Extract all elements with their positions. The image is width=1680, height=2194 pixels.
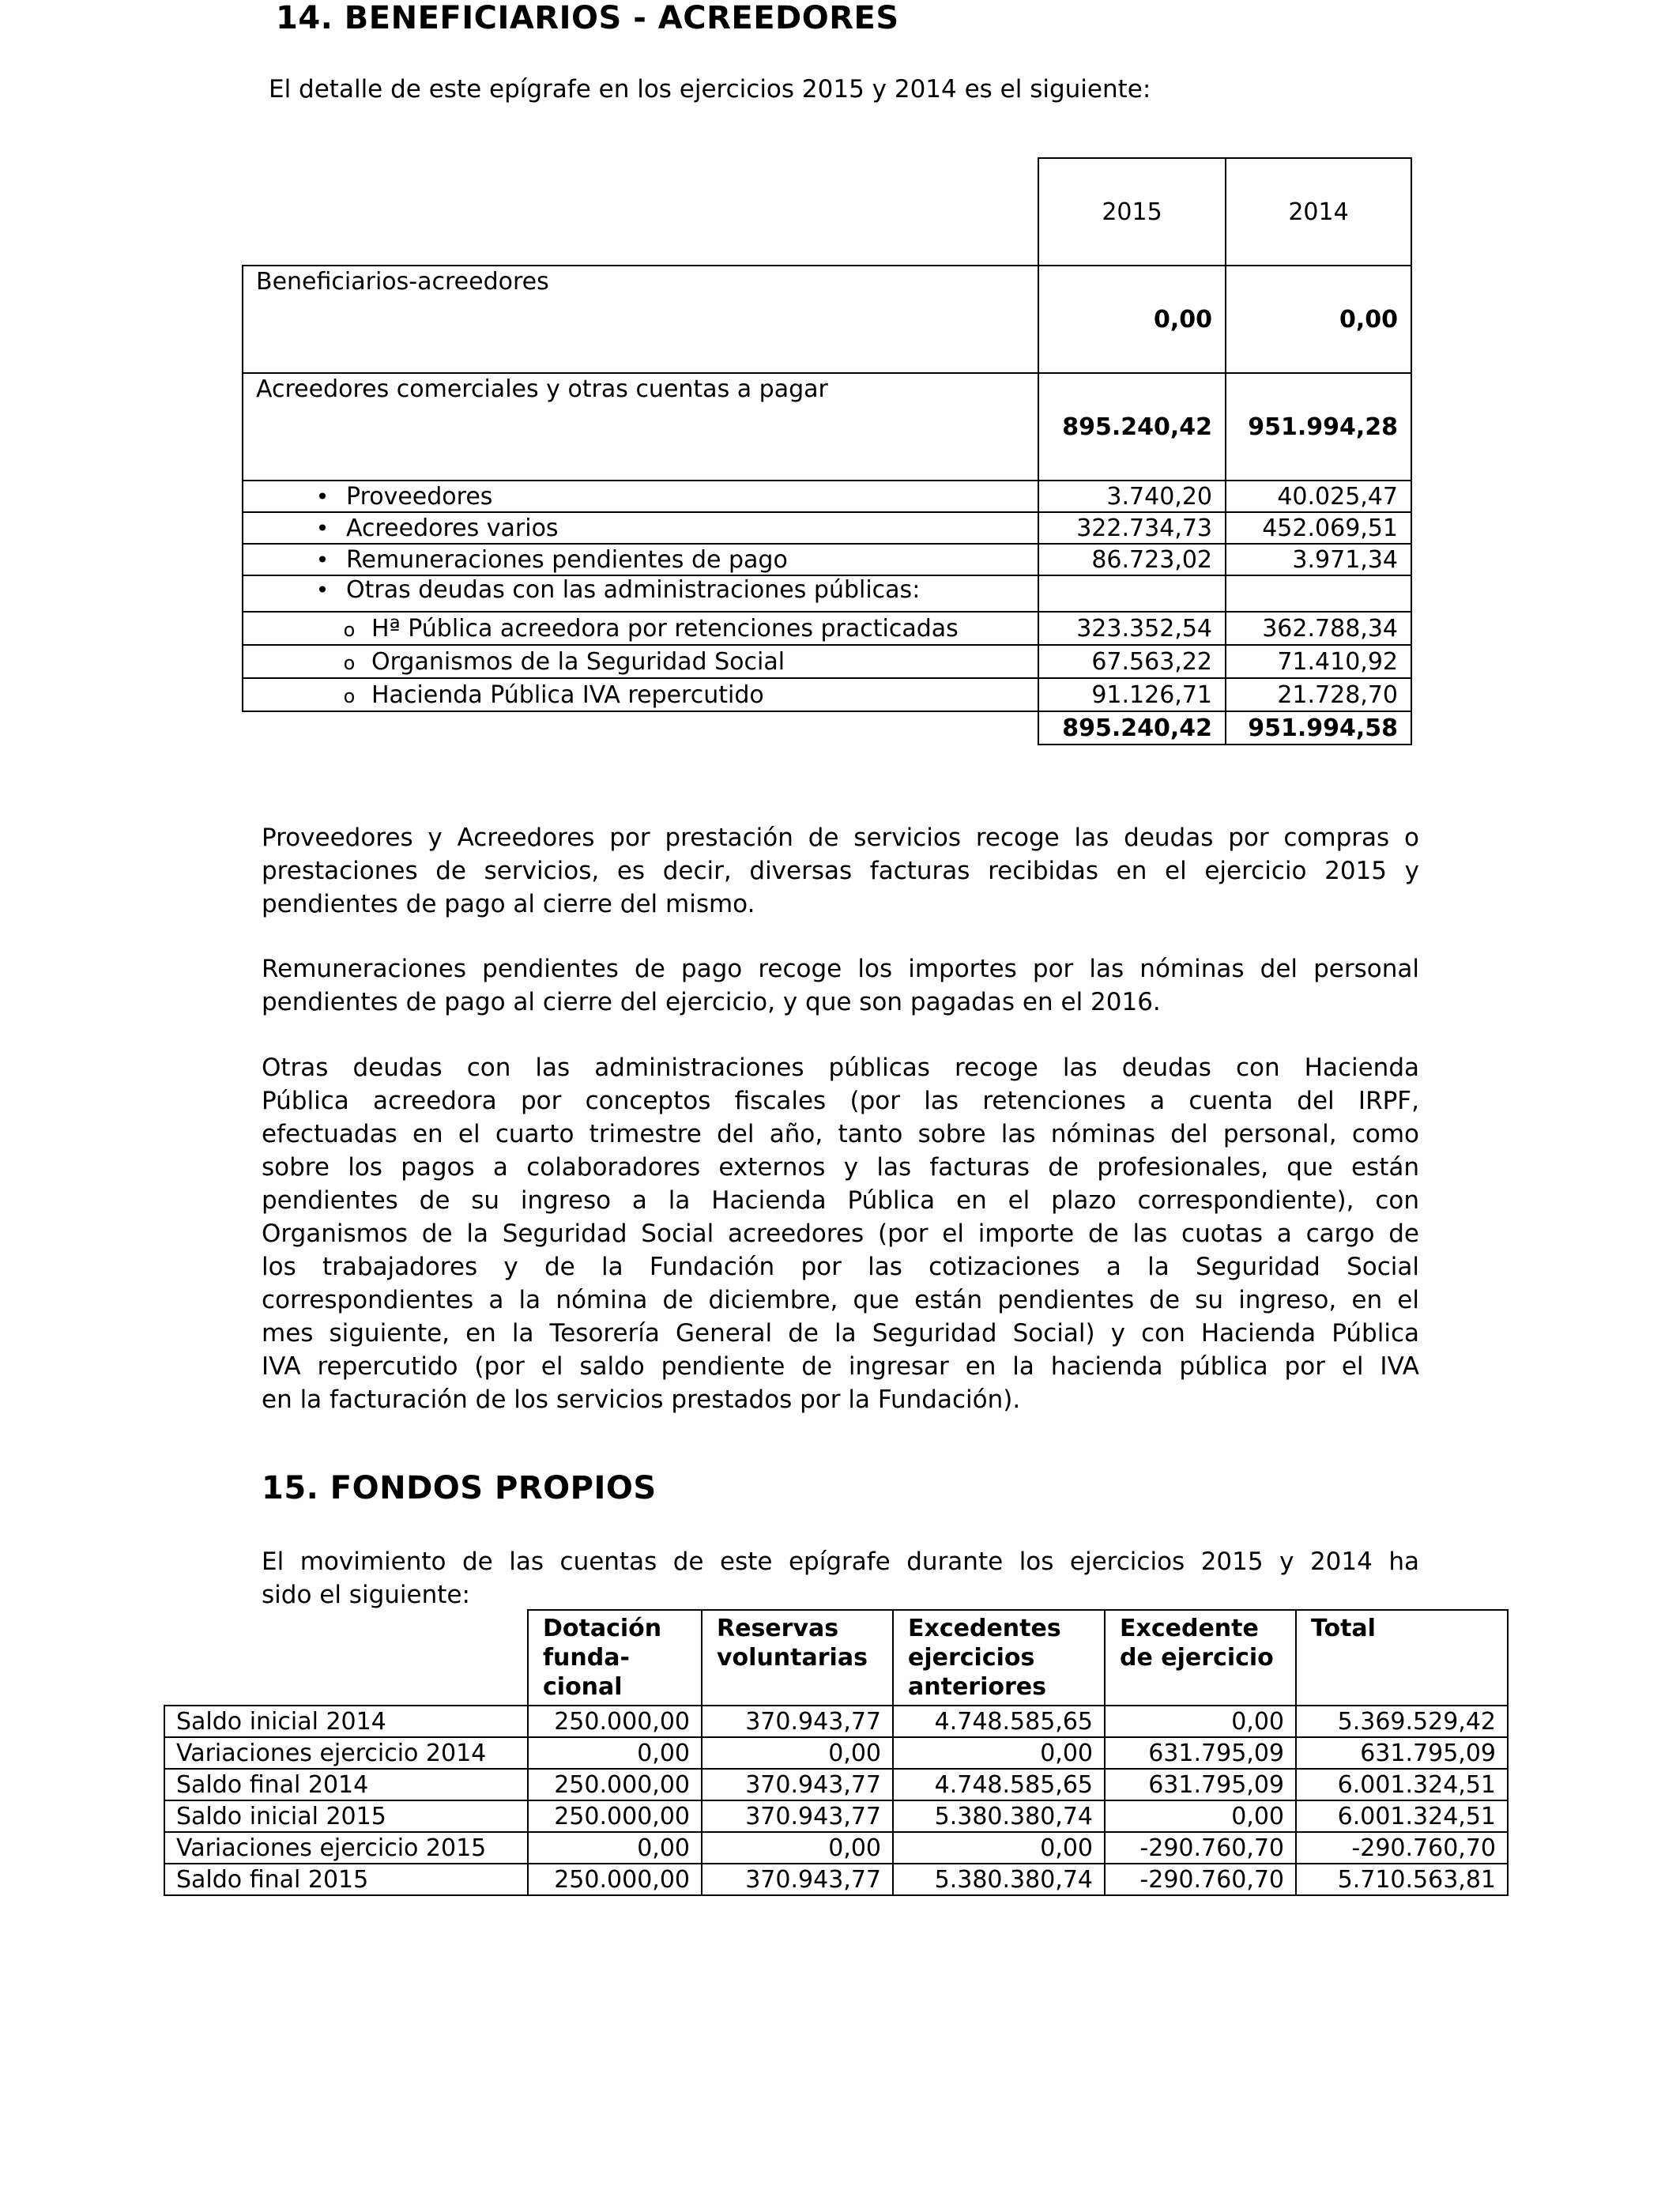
group-value-2015: 0,00 [1038, 266, 1226, 373]
row-value: 0,00 [893, 1737, 1105, 1769]
item-row [243, 512, 1411, 544]
row-value: 0,00 [702, 1832, 893, 1864]
table-row [164, 1832, 1508, 1864]
header-excedente-ejercicio: Excedente de ejercicio [1105, 1610, 1296, 1706]
section-15-heading: 15. FONDOS PROPIOS [262, 1470, 657, 1506]
row-value: 631.795,09 [1296, 1737, 1508, 1769]
equity-header-row [164, 1610, 1508, 1706]
item-label: Acreedores varios [346, 514, 559, 542]
subitem-value-2014: 21.728,70 [1226, 678, 1411, 711]
row-value: 631.795,09 [1105, 1737, 1296, 1769]
total-2014: 951.994,58 [1226, 711, 1411, 745]
row-value: 6.001.324,51 [1296, 1769, 1508, 1800]
bullet-icon: • [315, 515, 330, 541]
item-row [243, 544, 1411, 575]
row-value: 370.943,77 [702, 1864, 893, 1895]
row-value: 0,00 [1105, 1706, 1296, 1737]
row-value: 5.380.380,74 [893, 1864, 1105, 1895]
row-label: Variaciones ejercicio 2014 [164, 1737, 528, 1769]
row-label: Saldo final 2014 [164, 1769, 528, 1800]
header-excedentes-anteriores: Excedentes ejercicios anteriores [893, 1610, 1105, 1706]
header-total: Total [1296, 1610, 1508, 1706]
group-value-2014: 951.994,28 [1226, 373, 1411, 481]
header-2014: 2014 [1226, 158, 1411, 266]
table-row [164, 1737, 1508, 1769]
row-value: 5.380.380,74 [893, 1800, 1105, 1832]
item-value-2014 [1226, 575, 1411, 612]
subitem-row [243, 645, 1411, 678]
row-value: 0,00 [528, 1832, 702, 1864]
row-value: 0,00 [702, 1737, 893, 1769]
item-value-2015: 86.723,02 [1038, 544, 1226, 575]
group-label: Acreedores comerciales y otras cuentas a pagar [243, 373, 1038, 481]
item-value-2014: 3.971,34 [1226, 544, 1411, 575]
row-label: Saldo inicial 2014 [164, 1706, 528, 1737]
row-value: -290.760,70 [1105, 1864, 1296, 1895]
row-value: 6.001.324,51 [1296, 1800, 1508, 1832]
item-value-2014: 40.025,47 [1226, 481, 1411, 512]
equity-table-body [164, 1706, 1508, 1895]
bullet-icon: • [315, 483, 330, 510]
row-label: Saldo final 2015 [164, 1864, 528, 1895]
row-value: 5.710.563,81 [1296, 1864, 1508, 1895]
paragraph-remuneraciones: Remuneraciones pendientes de pago recoge los importes por las nóminas del personal pendientes de pago al cierre del ejercicio, y que son pagadas en el 2016. [262, 955, 1419, 1016]
subitem-label: Hª Pública acreedora por retenciones practicadas [371, 614, 959, 643]
row-label: Saldo inicial 2015 [164, 1800, 528, 1832]
subitem-label: Organismos de la Seguridad Social [371, 647, 785, 676]
section-15-intro: El movimiento de las cuentas de este epígrafe durante los ejercicios 2015 y 2014 ha sido el siguiente: [262, 1547, 1419, 1609]
row-value: 0,00 [1105, 1800, 1296, 1832]
row-value: 250.000,00 [528, 1864, 702, 1895]
bullet-icon: • [315, 546, 330, 573]
table-row [164, 1706, 1508, 1737]
row-value: -290.760,70 [1296, 1832, 1508, 1864]
equity-table [164, 1609, 1509, 1896]
row-value: 250.000,00 [528, 1706, 702, 1737]
header-2015: 2015 [1038, 158, 1226, 266]
header-reservas: Reservas voluntarias [702, 1610, 893, 1706]
row-value: 0,00 [528, 1737, 702, 1769]
group-value-2014: 0,00 [1226, 266, 1411, 373]
row-value: 370.943,77 [702, 1769, 893, 1800]
item-label: Remuneraciones pendientes de pago [346, 545, 788, 574]
bullet-icon: • [315, 577, 330, 603]
item-value-2015: 322.734,73 [1038, 512, 1226, 544]
sub-bullet-icon: o [343, 618, 356, 641]
group-row-beneficiarios [243, 266, 1411, 373]
table-row [164, 1800, 1508, 1832]
item-row [243, 575, 1411, 612]
sub-bullet-icon: o [343, 651, 356, 674]
paragraph-proveedores: Proveedores y Acreedores por prestación de servicios recoge las deudas por compras o prestaciones de servicios, es decir, diversas facturas recibidas en el ejercicio 2015 y pendientes de pago al cierre del mismo. [262, 824, 1419, 918]
subitem-value-2014: 362.788,34 [1226, 612, 1411, 645]
row-value: 250.000,00 [528, 1769, 702, 1800]
row-value: -290.760,70 [1105, 1832, 1296, 1864]
sub-bullet-icon: o [343, 684, 356, 707]
row-label: Variaciones ejercicio 2015 [164, 1832, 528, 1864]
subitem-row [243, 612, 1411, 645]
item-value-2015 [1038, 575, 1226, 612]
group-label: Beneficiarios-acreedores [243, 266, 1038, 373]
row-value: 631.795,09 [1105, 1769, 1296, 1800]
subitem-row [243, 678, 1411, 711]
paragraph-otras-deudas: Otras deudas con las administraciones públicas recoge las deudas con Hacienda Pública acreedora por conceptos fiscales (por las retenciones a cuenta del IRPF, efectuadas en el cuarto trimestre del año, tanto sobre las nóminas del personal, como sobre los pagos a colaboradores externos y las facturas de profesionales, que están pendientes de su ingreso a la Hacienda Pública en el plazo correspondiente), con Organismos de la Seguridad Social acreedores (por el importe de las cuotas a cargo de los trabajadores y de la Fundación por las cotizaciones a la Seguridad Social correspondientes a la nómina de diciembre, que están pendientes de su ingreso, en el mes siguiente, en la Tesorería General de la Seguridad Social) y con Hacienda Pública IVA repercutido (por el saldo pendiente de ingresar en la hacienda pública por el IVA en la facturación de los servicios prestados por la Fundación). [262, 1054, 1419, 1414]
creditors-table [242, 157, 1412, 745]
item-row [243, 481, 1411, 512]
subitem-value-2015: 67.563,22 [1038, 645, 1226, 678]
item-value-2015: 3.740,20 [1038, 481, 1226, 512]
item-label: Proveedores [346, 482, 493, 511]
section-14-heading: 14. BENEFICIARIOS - ACREEDORES [276, 0, 899, 36]
subitem-value-2014: 71.410,92 [1226, 645, 1411, 678]
section-14-intro: El detalle de este epígrafe en los ejercicios 2015 y 2014 es el siguiente: [269, 75, 1151, 104]
row-value: 0,00 [893, 1832, 1105, 1864]
table-row [164, 1864, 1508, 1895]
subitem-value-2015: 91.126,71 [1038, 678, 1226, 711]
row-value: 370.943,77 [702, 1706, 893, 1737]
header-dotacion: Dotación funda- cional [528, 1610, 702, 1706]
row-value: 4.748.585,65 [893, 1769, 1105, 1800]
row-value: 370.943,77 [702, 1800, 893, 1832]
creditors-header-row [243, 158, 1411, 266]
total-2015: 895.240,42 [1038, 711, 1226, 745]
row-value: 5.369.529,42 [1296, 1706, 1508, 1737]
subitem-value-2015: 323.352,54 [1038, 612, 1226, 645]
total-row [243, 711, 1411, 745]
item-value-2014: 452.069,51 [1226, 512, 1411, 544]
item-label: Otras deudas con las administraciones públicas: [346, 576, 921, 604]
group-row-acreedores [243, 373, 1411, 481]
row-value: 4.748.585,65 [893, 1706, 1105, 1737]
row-value: 250.000,00 [528, 1800, 702, 1832]
group-value-2015: 895.240,42 [1038, 373, 1226, 481]
table-row [164, 1769, 1508, 1800]
subitem-label: Hacienda Pública IVA repercutido [371, 680, 764, 709]
